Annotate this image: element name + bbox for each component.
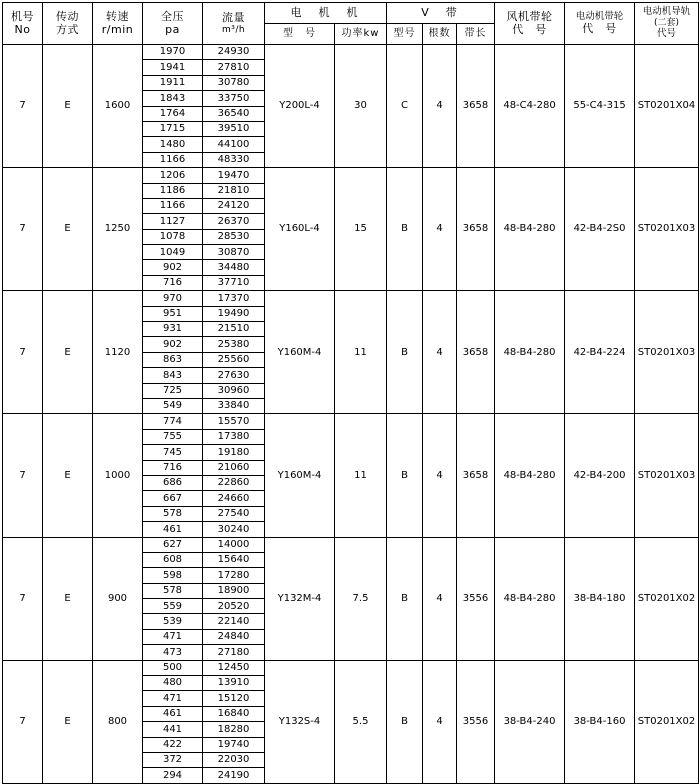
cell-belt-count: 4 — [423, 660, 457, 783]
cell-belt-count: 4 — [423, 537, 457, 660]
cell-flow: 34480 — [203, 260, 265, 275]
cell-pressure: 441 — [143, 722, 203, 737]
cell-flow: 25380 — [203, 337, 265, 352]
cell-motor-model: Y160M-4 — [265, 291, 335, 414]
cell-belt-count: 4 — [423, 414, 457, 537]
cell-flow: 30870 — [203, 245, 265, 260]
cell-flow: 30960 — [203, 383, 265, 398]
cell-flow: 44100 — [203, 137, 265, 152]
cell-flow: 27630 — [203, 368, 265, 383]
cell-motor-rail: ST0201X02 — [635, 660, 699, 783]
cell-drive-type: E — [43, 168, 93, 291]
cell-flow: 18280 — [203, 722, 265, 737]
cell-flow: 25560 — [203, 352, 265, 367]
table-row — [3, 660, 699, 675]
header-motor-rail: 电动机导轨 (二套) 代号 — [635, 3, 699, 45]
cell-motor-pulley: 42-B4-2S0 — [565, 168, 635, 291]
cell-pressure: 951 — [143, 306, 203, 321]
cell-flow: 30240 — [203, 522, 265, 537]
cell-pressure: 716 — [143, 460, 203, 475]
header-motor-model: 型 号 — [265, 24, 335, 45]
cell-pressure: 461 — [143, 706, 203, 721]
header-belt-length: 带长 — [457, 24, 495, 45]
cell-flow: 33750 — [203, 91, 265, 106]
cell-pressure: 1843 — [143, 91, 203, 106]
table-row — [3, 291, 699, 306]
cell-speed: 1600 — [93, 45, 143, 168]
cell-flow: 17380 — [203, 429, 265, 444]
cell-flow: 36540 — [203, 106, 265, 121]
cell-pressure: 1206 — [143, 168, 203, 183]
cell-pressure: 774 — [143, 414, 203, 429]
cell-flow: 13910 — [203, 676, 265, 691]
cell-flow: 14000 — [203, 537, 265, 552]
cell-fan-pulley: 48-B4-280 — [495, 168, 565, 291]
cell-pressure: 755 — [143, 429, 203, 444]
cell-motor-rail: ST0201X03 — [635, 414, 699, 537]
cell-pressure: 745 — [143, 445, 203, 460]
header-motor-power: 功率kw — [335, 24, 387, 45]
cell-belt-type: B — [387, 291, 423, 414]
cell-pressure: 725 — [143, 383, 203, 398]
cell-flow: 20520 — [203, 599, 265, 614]
cell-flow: 21510 — [203, 322, 265, 337]
cell-flow: 22860 — [203, 475, 265, 490]
cell-pressure: 539 — [143, 614, 203, 629]
cell-flow: 17280 — [203, 568, 265, 583]
cell-pressure: 863 — [143, 352, 203, 367]
cell-motor-power: 7.5 — [335, 537, 387, 660]
cell-motor-model: Y160M-4 — [265, 414, 335, 537]
cell-flow: 48330 — [203, 152, 265, 167]
cell-drive-type: E — [43, 45, 93, 168]
cell-fan-pulley: 48-C4-280 — [495, 45, 565, 168]
cell-belt-length: 3556 — [457, 660, 495, 783]
cell-flow: 37710 — [203, 275, 265, 290]
cell-pressure: 471 — [143, 691, 203, 706]
header-machine-no: 机号 No — [3, 3, 43, 45]
table-body — [3, 45, 699, 784]
cell-flow: 27180 — [203, 645, 265, 660]
cell-flow: 30780 — [203, 75, 265, 90]
cell-motor-model: Y132S-4 — [265, 660, 335, 783]
cell-flow: 16840 — [203, 706, 265, 721]
cell-fan-pulley: 38-B4-240 — [495, 660, 565, 783]
header-row-1 — [3, 3, 699, 24]
cell-motor-power: 11 — [335, 414, 387, 537]
cell-pressure: 902 — [143, 337, 203, 352]
cell-pressure: 549 — [143, 398, 203, 413]
cell-machine-no: 7 — [3, 537, 43, 660]
cell-belt-type: B — [387, 537, 423, 660]
cell-machine-no: 7 — [3, 660, 43, 783]
cell-motor-power: 11 — [335, 291, 387, 414]
cell-flow: 22030 — [203, 752, 265, 767]
cell-flow: 21060 — [203, 460, 265, 475]
cell-belt-length: 3658 — [457, 168, 495, 291]
cell-pressure: 627 — [143, 537, 203, 552]
cell-pressure: 559 — [143, 599, 203, 614]
header-belt-count: 根数 — [423, 24, 457, 45]
cell-pressure: 1970 — [143, 45, 203, 60]
header-pressure: 全压 pa — [143, 3, 203, 45]
cell-pressure: 500 — [143, 660, 203, 675]
fan-specification-table — [2, 2, 699, 784]
cell-flow: 26370 — [203, 214, 265, 229]
cell-flow: 19740 — [203, 737, 265, 752]
cell-belt-type: B — [387, 414, 423, 537]
cell-flow: 24660 — [203, 491, 265, 506]
cell-pressure: 686 — [143, 475, 203, 490]
cell-flow: 12450 — [203, 660, 265, 675]
cell-belt-count: 4 — [423, 291, 457, 414]
cell-machine-no: 7 — [3, 168, 43, 291]
cell-belt-type: B — [387, 168, 423, 291]
cell-belt-length: 3658 — [457, 291, 495, 414]
cell-pressure: 1078 — [143, 229, 203, 244]
cell-motor-rail: ST0201X02 — [635, 537, 699, 660]
cell-flow: 27810 — [203, 60, 265, 75]
cell-motor-rail: ST0201X03 — [635, 291, 699, 414]
cell-pressure: 473 — [143, 645, 203, 660]
cell-flow: 33840 — [203, 398, 265, 413]
cell-flow: 18900 — [203, 583, 265, 598]
cell-machine-no: 7 — [3, 45, 43, 168]
cell-speed: 800 — [93, 660, 143, 783]
table-row — [3, 45, 699, 60]
cell-motor-model: Y200L-4 — [265, 45, 335, 168]
cell-flow: 24930 — [203, 45, 265, 60]
cell-belt-count: 4 — [423, 45, 457, 168]
cell-flow: 19470 — [203, 168, 265, 183]
cell-belt-length: 3556 — [457, 537, 495, 660]
cell-pressure: 1166 — [143, 198, 203, 213]
cell-motor-power: 15 — [335, 168, 387, 291]
cell-pressure: 598 — [143, 568, 203, 583]
cell-belt-type: C — [387, 45, 423, 168]
cell-motor-pulley: 42-B4-200 — [565, 414, 635, 537]
cell-motor-pulley: 55-C4-315 — [565, 45, 635, 168]
cell-pressure: 1186 — [143, 183, 203, 198]
cell-pressure: 902 — [143, 260, 203, 275]
header-motor-group: 电 机 机 — [265, 3, 387, 24]
cell-belt-type: B — [387, 660, 423, 783]
cell-pressure: 843 — [143, 368, 203, 383]
cell-fan-pulley: 48-B4-280 — [495, 291, 565, 414]
cell-pressure: 471 — [143, 629, 203, 644]
cell-flow: 17370 — [203, 291, 265, 306]
cell-fan-pulley: 48-B4-280 — [495, 537, 565, 660]
table-header — [3, 3, 699, 45]
cell-flow: 22140 — [203, 614, 265, 629]
cell-pressure: 372 — [143, 752, 203, 767]
cell-speed: 1000 — [93, 414, 143, 537]
cell-belt-length: 3658 — [457, 414, 495, 537]
cell-speed: 900 — [93, 537, 143, 660]
cell-speed: 1250 — [93, 168, 143, 291]
cell-flow: 21810 — [203, 183, 265, 198]
cell-motor-pulley: 38-B4-160 — [565, 660, 635, 783]
cell-flow: 24840 — [203, 629, 265, 644]
cell-pressure: 578 — [143, 506, 203, 521]
cell-motor-power: 30 — [335, 45, 387, 168]
cell-drive-type: E — [43, 537, 93, 660]
cell-flow: 19180 — [203, 445, 265, 460]
cell-motor-model: Y132M-4 — [265, 537, 335, 660]
cell-motor-pulley: 38-B4-180 — [565, 537, 635, 660]
cell-pressure: 480 — [143, 676, 203, 691]
cell-machine-no: 7 — [3, 291, 43, 414]
table-row — [3, 168, 699, 183]
cell-pressure: 1715 — [143, 121, 203, 136]
cell-drive-type: E — [43, 660, 93, 783]
cell-flow: 27540 — [203, 506, 265, 521]
cell-pressure: 1764 — [143, 106, 203, 121]
cell-pressure: 294 — [143, 768, 203, 783]
cell-fan-pulley: 48-B4-280 — [495, 414, 565, 537]
cell-flow: 15120 — [203, 691, 265, 706]
cell-motor-rail: ST0201X04 — [635, 45, 699, 168]
cell-speed: 1120 — [93, 291, 143, 414]
cell-pressure: 608 — [143, 552, 203, 567]
cell-drive-type: E — [43, 414, 93, 537]
header-flow: 流量 m³/h — [203, 3, 265, 45]
cell-pressure: 931 — [143, 322, 203, 337]
cell-pressure: 461 — [143, 522, 203, 537]
cell-motor-power: 5.5 — [335, 660, 387, 783]
cell-pressure: 1911 — [143, 75, 203, 90]
cell-pressure: 1127 — [143, 214, 203, 229]
cell-flow: 15640 — [203, 552, 265, 567]
header-motor-pulley: 电动机带轮 代 号 — [565, 3, 635, 45]
header-speed: 转速 r/min — [93, 3, 143, 45]
header-belt-type: 型号 — [387, 24, 423, 45]
cell-pressure: 667 — [143, 491, 203, 506]
cell-pressure: 970 — [143, 291, 203, 306]
cell-pressure: 716 — [143, 275, 203, 290]
cell-pressure: 1941 — [143, 60, 203, 75]
cell-motor-rail: ST0201X03 — [635, 168, 699, 291]
cell-pressure: 1166 — [143, 152, 203, 167]
cell-pressure: 422 — [143, 737, 203, 752]
cell-motor-model: Y160L-4 — [265, 168, 335, 291]
table-row — [3, 537, 699, 552]
header-fan-pulley: 风机带轮 代 号 — [495, 3, 565, 45]
cell-machine-no: 7 — [3, 414, 43, 537]
cell-belt-count: 4 — [423, 168, 457, 291]
cell-flow: 15570 — [203, 414, 265, 429]
cell-flow: 28530 — [203, 229, 265, 244]
cell-pressure: 1049 — [143, 245, 203, 260]
cell-belt-length: 3658 — [457, 45, 495, 168]
cell-pressure: 578 — [143, 583, 203, 598]
header-belt-group: V 带 — [387, 3, 495, 24]
cell-motor-pulley: 42-B4-224 — [565, 291, 635, 414]
cell-flow: 39510 — [203, 121, 265, 136]
table-row — [3, 414, 699, 429]
cell-flow: 24190 — [203, 768, 265, 783]
cell-pressure: 1480 — [143, 137, 203, 152]
cell-flow: 24120 — [203, 198, 265, 213]
cell-flow: 19490 — [203, 306, 265, 321]
header-drive-type: 传动 方式 — [43, 3, 93, 45]
cell-drive-type: E — [43, 291, 93, 414]
